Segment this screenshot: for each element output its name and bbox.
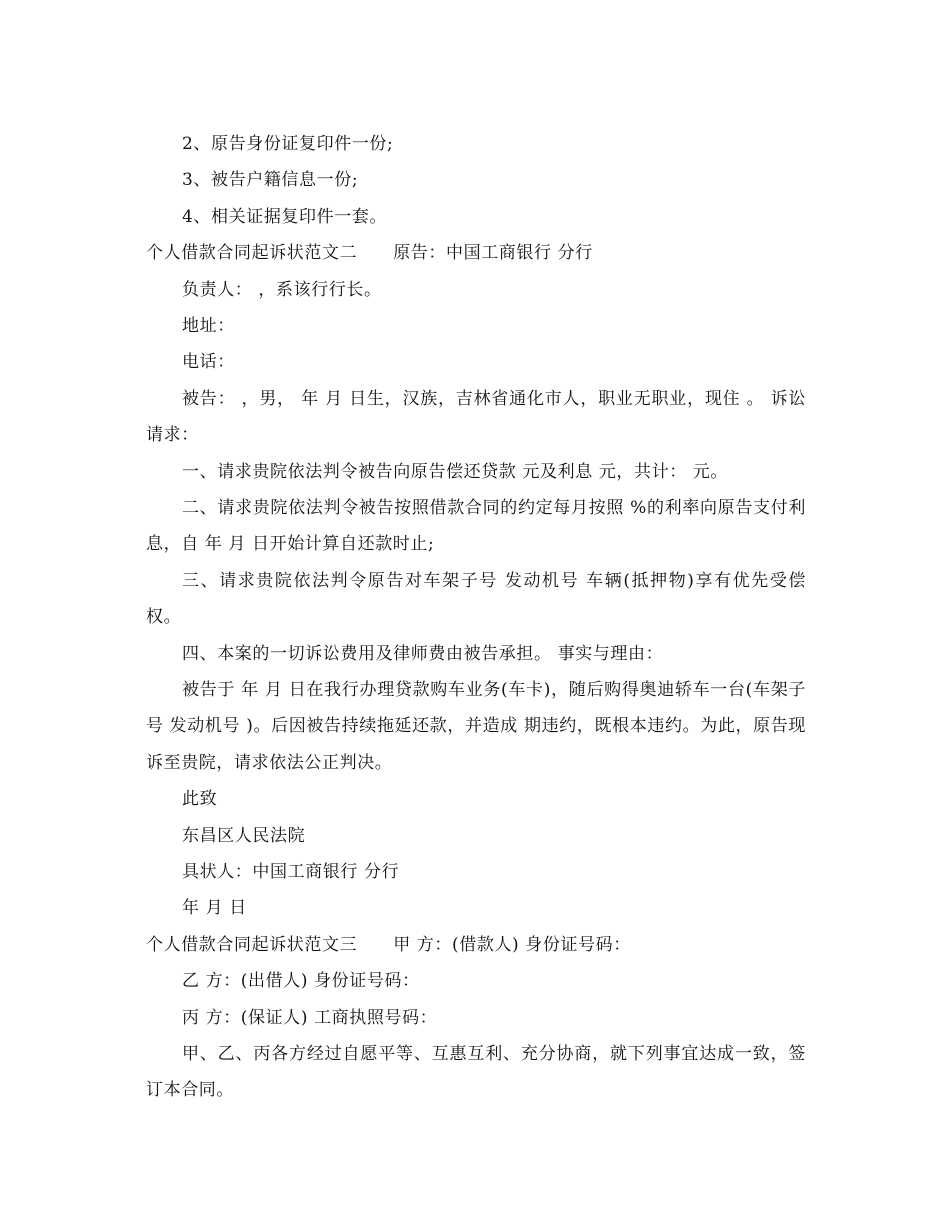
claim-4: 四、本案的一切诉讼费用及律师费由被告承担。 事实与理由： xyxy=(182,643,664,664)
date-line: 年 月 日 xyxy=(182,898,247,919)
section2-plaintiff: 原告：中国工商银行 分行 xyxy=(393,243,593,264)
address-line: 地址： xyxy=(182,315,235,336)
court-name: 东昌区人民法院 xyxy=(182,825,306,846)
attachment-item-4: 4、相关证据复印件一套。 xyxy=(182,206,388,227)
section3-party-b: 乙 方：(出借人) 身份证号码： xyxy=(182,971,420,992)
facts-paragraph: 被告于 年 月 日在我行办理贷款购车业务(车卡)，随后购得奥迪轿车一台(车架子号 发动机号 )。后因被告持续拖延还款，并造成 期违约，既根本违约。为此，原告现诉至贵院，请求依法公正判决。 xyxy=(146,679,806,773)
document-body xyxy=(146,126,806,1109)
section3-party-c: 丙 方：(保证人) 工商执照号码： xyxy=(182,1007,438,1028)
phone-line: 电话： xyxy=(182,352,235,373)
section3-party-a: 甲 方：(借款人) 身份证号码： xyxy=(393,934,631,955)
claim-1: 一、请求贵院依法判令被告向原告偿还贷款 元及利息 元，共计： 元。 xyxy=(182,461,729,482)
attachment-item-3: 3、被告户籍信息一份; xyxy=(182,170,359,191)
claim-3: 三、请求贵院依法判令原告对车架子号 发动机号 车辆(抵押物)享有优先受偿权。 xyxy=(146,570,806,628)
attachment-item-2: 2、原告身份证复印件一份; xyxy=(182,134,394,154)
responsible-person: 负责人： ，系该行行长。 xyxy=(182,279,382,300)
section3-heading-line xyxy=(146,927,806,963)
section2-heading-line xyxy=(146,235,806,271)
agreement-paragraph: 甲、乙、丙各方经过自愿平等、互惠互利、充分协商，就下列事宜达成一致，签订本合同。 xyxy=(146,1043,806,1101)
section2-title: 个人借款合同起诉状范文二 xyxy=(146,243,358,264)
section3-title: 个人借款合同起诉状范文三 xyxy=(146,934,358,955)
closing-line: 此致 xyxy=(182,789,218,810)
claim-2: 二、请求贵院依法判令被告按照借款合同的约定每月按照 %的利率向原告支付利息，自 年 月 日开始计算自还款时止; xyxy=(146,497,806,555)
signer-line: 具状人：中国工商银行 分行 xyxy=(182,861,400,882)
defendant-paragraph: 被告： ，男， 年 月 日生，汉族，吉林省通化市人，职业无职业，现住 。 诉讼请求： xyxy=(146,388,806,446)
